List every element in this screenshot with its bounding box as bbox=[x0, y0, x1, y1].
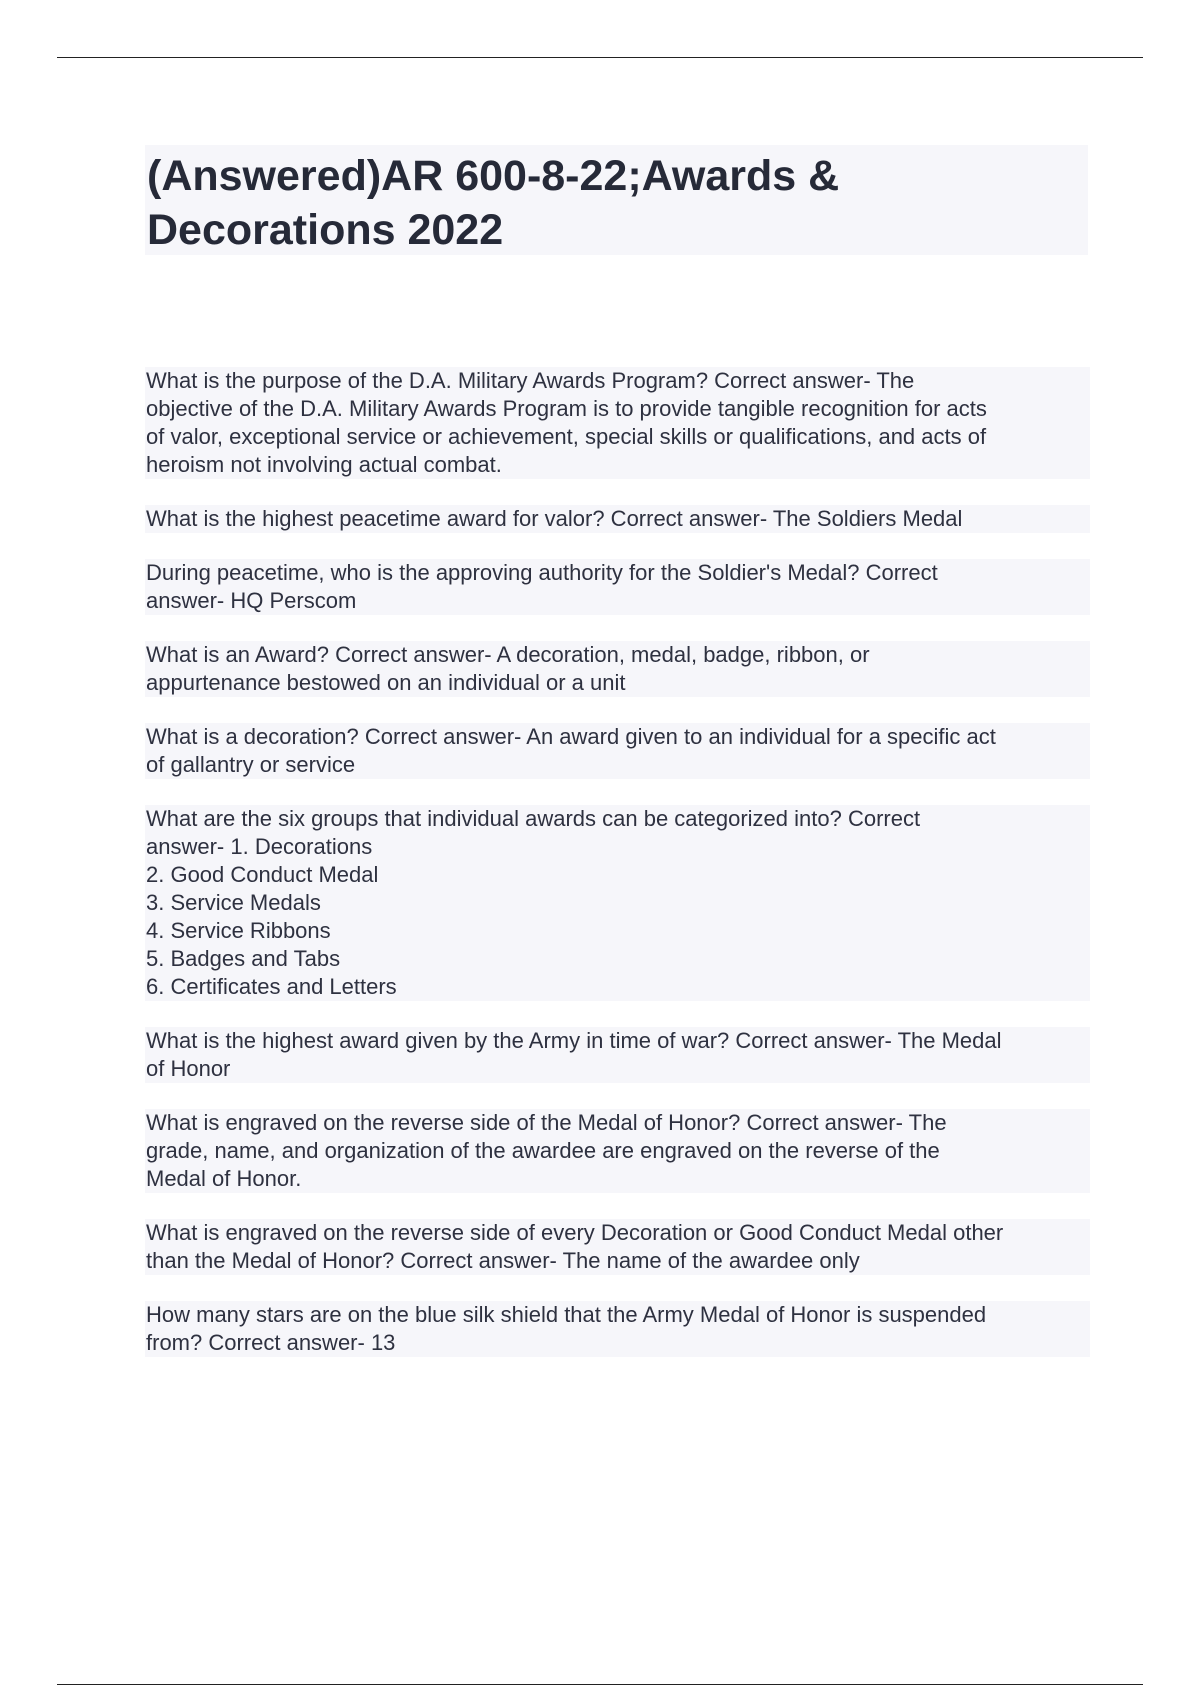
qa-item-highest-wartime bbox=[145, 1027, 1090, 1083]
qa-line: What is an Award? Correct answer- A decoration, medal, badge, ribbon, or bbox=[146, 642, 870, 667]
qa-item-highest-peacetime bbox=[145, 505, 1090, 533]
qa-line: objective of the D.A. Military Awards Program is to provide tangible recognition for acts bbox=[146, 396, 987, 421]
qa-line: Medal of Honor. bbox=[146, 1166, 302, 1191]
qa-line: of gallantry or service bbox=[146, 752, 356, 777]
qa-line: of valor, exceptional service or achievement, special skills or qualifications, and acts of bbox=[146, 424, 987, 449]
qa-item-decoration-definition bbox=[145, 723, 1090, 779]
qa-item-award-definition bbox=[145, 641, 1090, 697]
top-divider bbox=[57, 57, 1143, 58]
qa-line: from? Correct answer- 13 bbox=[146, 1330, 396, 1355]
qa-line: than the Medal of Honor? Correct answer- The name of the awardee only bbox=[146, 1248, 860, 1273]
qa-line: 3. Service Medals bbox=[146, 890, 321, 915]
qa-item-moh-engraving bbox=[145, 1109, 1090, 1193]
qa-item-other-engraving bbox=[145, 1219, 1090, 1275]
qa-item-approving-authority bbox=[145, 559, 1090, 615]
qa-line: What is engraved on the reverse side of every Decoration or Good Conduct Medal other bbox=[146, 1220, 1004, 1245]
qa-line: 2. Good Conduct Medal bbox=[146, 862, 379, 887]
qa-line: What is a decoration? Correct answer- An award given to an individual for a specific act bbox=[146, 724, 996, 749]
qa-item-purpose bbox=[145, 367, 1090, 479]
qa-line: What is engraved on the reverse side of the Medal of Honor? Correct answer- The bbox=[146, 1110, 947, 1135]
qa-item-six-groups bbox=[145, 805, 1090, 1001]
qa-line: What is the highest peacetime award for valor? Correct answer- The Soldiers Medal bbox=[146, 506, 963, 531]
qa-line: 4. Service Ribbons bbox=[146, 918, 331, 943]
title-line-2: Decorations 2022 bbox=[147, 206, 504, 254]
qa-line: of Honor bbox=[146, 1056, 231, 1081]
qa-line: answer- 1. Decorations bbox=[146, 834, 373, 859]
qa-line: grade, name, and organization of the awardee are engraved on the reverse of the bbox=[146, 1138, 940, 1163]
bottom-divider bbox=[57, 1684, 1143, 1685]
qa-line: How many stars are on the blue silk shield that the Army Medal of Honor is suspended bbox=[146, 1302, 987, 1327]
qa-line: 5. Badges and Tabs bbox=[146, 946, 341, 971]
qa-line: During peacetime, who is the approving authority for the Soldier's Medal? Correct bbox=[146, 560, 938, 585]
qa-line: appurtenance bestowed on an individual or a unit bbox=[146, 670, 626, 695]
document-title bbox=[145, 145, 1088, 255]
qa-line: What is the purpose of the D.A. Military Awards Program? Correct answer- The bbox=[146, 368, 915, 393]
qa-line: What is the highest award given by the Army in time of war? Correct answer- The Medal bbox=[146, 1028, 1002, 1053]
qa-line: answer- HQ Perscom bbox=[146, 588, 357, 613]
qa-line: What are the six groups that individual awards can be categorized into? Correct bbox=[146, 806, 921, 831]
qa-list bbox=[145, 367, 1090, 1383]
qa-line: heroism not involving actual combat. bbox=[146, 452, 502, 477]
title-line-1: (Answered)AR 600-8-22;Awards & bbox=[147, 152, 840, 200]
qa-line: 6. Certificates and Letters bbox=[146, 974, 397, 999]
qa-item-stars-on-shield bbox=[145, 1301, 1090, 1357]
